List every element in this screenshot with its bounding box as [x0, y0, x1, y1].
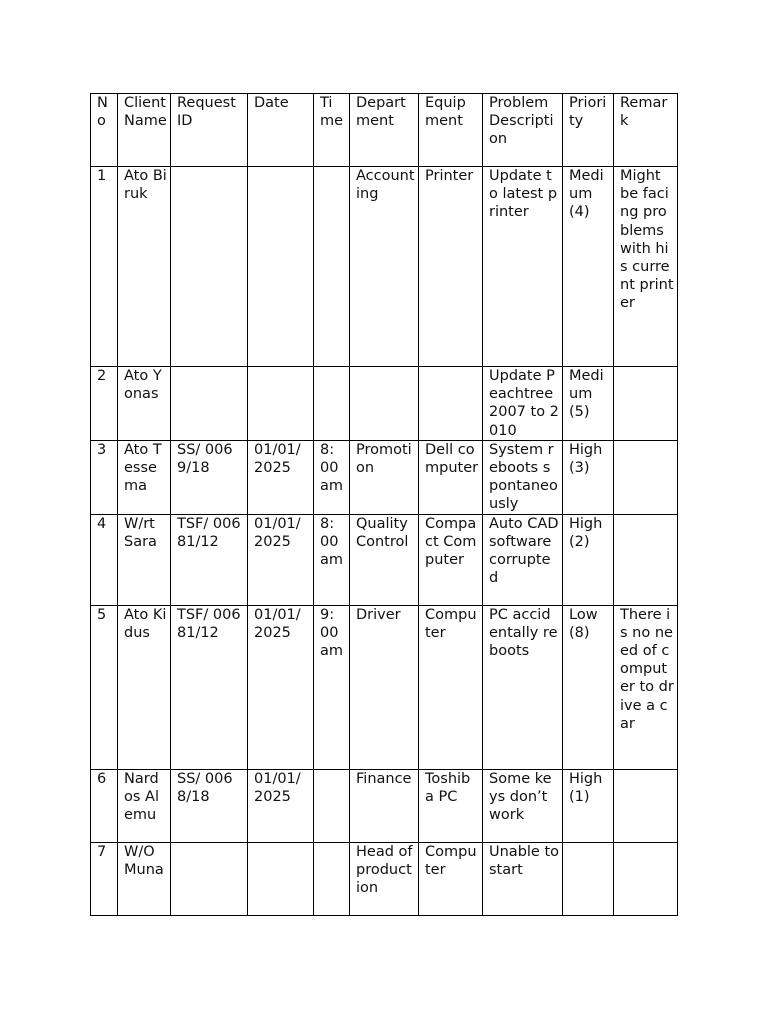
- table-row: [91, 514, 678, 605]
- cell-client-name: W/rt Sara: [118, 514, 171, 605]
- table-row: [91, 842, 678, 915]
- cell-department: Accounting: [350, 167, 419, 367]
- cell-equipment: Toshiba PC: [419, 769, 483, 842]
- cell-time: 9: 00 am: [314, 605, 350, 769]
- cell-problem-description: Some keys don’t work: [483, 769, 563, 842]
- cell-date: 01/01/ 2025: [248, 514, 314, 605]
- cell-date: [248, 367, 314, 441]
- cell-no: 5: [91, 605, 118, 769]
- cell-client-name: W/O Muna: [118, 842, 171, 915]
- cell-time: [314, 367, 350, 441]
- cell-priority: Medium (5): [563, 367, 614, 441]
- cell-department: Head of production: [350, 842, 419, 915]
- cell-no: 1: [91, 167, 118, 367]
- cell-remark: [614, 769, 678, 842]
- cell-equipment: Printer: [419, 167, 483, 367]
- cell-priority: High (3): [563, 440, 614, 514]
- cell-date: 01/01/ 2025: [248, 605, 314, 769]
- header-client-name: Client Name: [118, 94, 171, 167]
- table-row: [91, 605, 678, 769]
- cell-time: [314, 167, 350, 367]
- header-no: No: [91, 94, 118, 167]
- cell-problem-description: Unable to start: [483, 842, 563, 915]
- cell-request-id: SS/ 0069/18: [171, 440, 248, 514]
- cell-problem-description: System reboots spontaneously: [483, 440, 563, 514]
- service-request-table: [90, 93, 678, 916]
- cell-client-name: Ato Tessema: [118, 440, 171, 514]
- cell-client-name: Ato Kidus: [118, 605, 171, 769]
- header-department: Department: [350, 94, 419, 167]
- cell-remark: Might be facing problems with his current printer: [614, 167, 678, 367]
- cell-department: Quality Control: [350, 514, 419, 605]
- cell-no: 3: [91, 440, 118, 514]
- cell-no: 4: [91, 514, 118, 605]
- cell-date: [248, 842, 314, 915]
- cell-request-id: [171, 367, 248, 441]
- header-priority: Priority: [563, 94, 614, 167]
- table-row: [91, 167, 678, 367]
- cell-time: [314, 769, 350, 842]
- cell-date: 01/01/ 2025: [248, 440, 314, 514]
- cell-problem-description: Auto CAD software corrupted: [483, 514, 563, 605]
- table-header-row: [91, 94, 678, 167]
- cell-equipment: Computer: [419, 842, 483, 915]
- cell-no: 2: [91, 367, 118, 441]
- header-request-id: Request ID: [171, 94, 248, 167]
- header-equipment: Equipment: [419, 94, 483, 167]
- cell-date: [248, 167, 314, 367]
- cell-remark: [614, 842, 678, 915]
- cell-remark: [614, 440, 678, 514]
- cell-equipment: Dell computer: [419, 440, 483, 514]
- table-row: [91, 440, 678, 514]
- cell-time: 8: 00 am: [314, 514, 350, 605]
- cell-date: 01/01/ 2025: [248, 769, 314, 842]
- cell-request-id: [171, 167, 248, 367]
- cell-priority: Medium (4): [563, 167, 614, 367]
- cell-client-name: Nardos Alemu: [118, 769, 171, 842]
- cell-no: 7: [91, 842, 118, 915]
- cell-request-id: SS/ 0068/18: [171, 769, 248, 842]
- cell-request-id: [171, 842, 248, 915]
- cell-client-name: Ato Yonas: [118, 367, 171, 441]
- cell-equipment: [419, 367, 483, 441]
- cell-priority: High (1): [563, 769, 614, 842]
- header-problem-description: Problem Description: [483, 94, 563, 167]
- cell-equipment: Computer: [419, 605, 483, 769]
- cell-priority: [563, 842, 614, 915]
- cell-remark: [614, 367, 678, 441]
- cell-department: Promotion: [350, 440, 419, 514]
- cell-request-id: TSF/ 00681/12: [171, 514, 248, 605]
- cell-remark: There is no need of computer to drive a car: [614, 605, 678, 769]
- header-time: Time: [314, 94, 350, 167]
- cell-request-id: TSF/ 00681/12: [171, 605, 248, 769]
- table-row: [91, 367, 678, 441]
- cell-no: 6: [91, 769, 118, 842]
- cell-priority: High (2): [563, 514, 614, 605]
- cell-priority: Low (8): [563, 605, 614, 769]
- header-remark: Remark: [614, 94, 678, 167]
- table-row: [91, 769, 678, 842]
- cell-client-name: Ato Biruk: [118, 167, 171, 367]
- cell-department: Finance: [350, 769, 419, 842]
- cell-time: 8: 00 am: [314, 440, 350, 514]
- header-date: Date: [248, 94, 314, 167]
- cell-time: [314, 842, 350, 915]
- cell-equipment: Compact Computer: [419, 514, 483, 605]
- cell-remark: [614, 514, 678, 605]
- cell-problem-description: PC accidentally reboots: [483, 605, 563, 769]
- cell-problem-description: Update Peachtree 2007 to 2010: [483, 367, 563, 441]
- cell-department: Driver: [350, 605, 419, 769]
- cell-problem-description: Update to latest printer: [483, 167, 563, 367]
- cell-department: [350, 367, 419, 441]
